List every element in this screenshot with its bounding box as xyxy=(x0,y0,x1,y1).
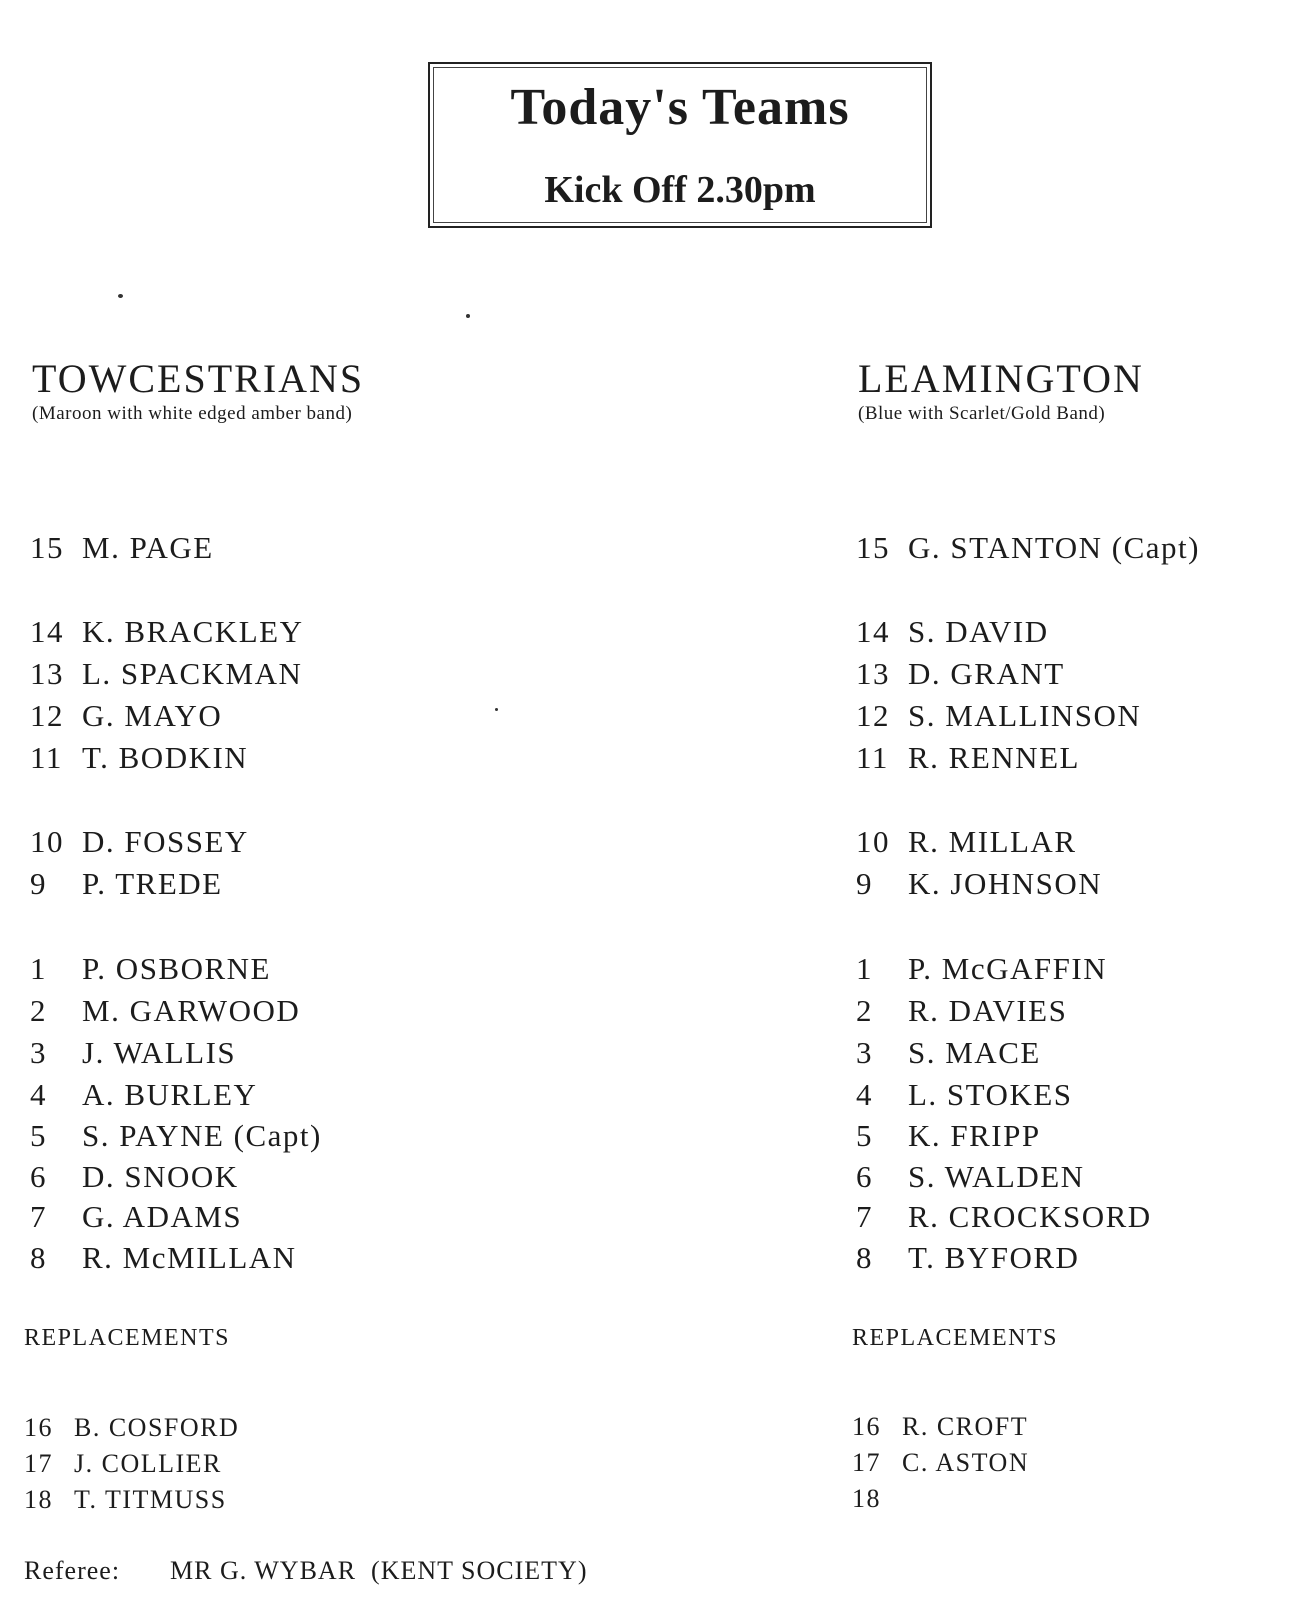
player-row: 6 S. WALDEN xyxy=(856,1159,1085,1194)
player-row: 5 K. FRIPP xyxy=(856,1118,1041,1153)
player-row: 14 K. BRACKLEY xyxy=(30,614,304,649)
player-row: 2 M. GARWOOD xyxy=(30,993,301,1028)
player-row: 8 R. McMILLAN xyxy=(30,1240,297,1275)
scan-speck xyxy=(495,708,498,711)
player-row: 2 R. DAVIES xyxy=(856,993,1068,1028)
player-row: 1 P. OSBORNE xyxy=(30,951,271,986)
player-row: 10 R. MILLAR xyxy=(856,824,1077,859)
away-team-colours: (Blue with Scarlet/Gold Band) xyxy=(858,403,1106,424)
page-title: Today's Teams xyxy=(510,79,850,136)
away-replacements-label: REPLACEMENTS xyxy=(852,1325,1059,1351)
referee-name: MR G. WYBAR (KENT SOCIETY) xyxy=(170,1556,588,1585)
replacement-row: 18 xyxy=(852,1484,881,1513)
player-row: 11 R. RENNEL xyxy=(856,740,1080,775)
home-replacements-label: REPLACEMENTS xyxy=(24,1325,231,1351)
referee-label: Referee: xyxy=(24,1556,121,1585)
home-team-header xyxy=(32,356,364,426)
player-row: 14 S. DAVID xyxy=(856,614,1049,649)
replacement-row: 16 R. CROFT xyxy=(852,1412,1029,1441)
player-row: 12 S. MALLINSON xyxy=(856,698,1142,733)
player-row: 7 R. CROCKSORD xyxy=(856,1199,1152,1234)
player-row: 4 L. STOKES xyxy=(856,1077,1073,1112)
player-row: 1 P. McGAFFIN xyxy=(856,951,1108,986)
replacement-row: 16 B. COSFORD xyxy=(24,1413,240,1442)
player-row: 15 G. STANTON (Capt) xyxy=(856,530,1200,565)
player-row: 12 G. MAYO xyxy=(30,698,223,733)
player-row: 13 L. SPACKMAN xyxy=(30,656,303,691)
player-row: 8 T. BYFORD xyxy=(856,1240,1080,1275)
replacement-row: 18 T. TITMUSS xyxy=(24,1485,227,1514)
player-row: 9 P. TREDE xyxy=(30,866,223,901)
player-row: 6 D. SNOOK xyxy=(30,1159,239,1194)
away-team-header xyxy=(858,356,1144,426)
away-team-name: LEAMINGTON xyxy=(858,356,1144,401)
home-team-colours: (Maroon with white edged amber band) xyxy=(32,403,353,424)
replacement-row: 17 J. COLLIER xyxy=(24,1449,222,1478)
player-row: 11 T. BODKIN xyxy=(30,740,249,775)
player-row: 7 G. ADAMS xyxy=(30,1199,243,1234)
scan-speck xyxy=(118,294,123,298)
kickoff-time: Kick Off 2.30pm xyxy=(544,169,816,211)
referee-line xyxy=(24,1556,587,1586)
player-row: 3 J. WALLIS xyxy=(30,1035,237,1070)
player-row: 9 K. JOHNSON xyxy=(856,866,1103,901)
player-row: 5 S. PAYNE (Capt) xyxy=(30,1118,322,1153)
home-team-name: TOWCESTRIANS xyxy=(32,356,365,401)
player-row: 4 A. BURLEY xyxy=(30,1077,258,1112)
scan-speck xyxy=(466,314,470,318)
replacement-row: 17 C. ASTON xyxy=(852,1448,1030,1477)
player-row: 3 S. MACE xyxy=(856,1035,1041,1070)
title-box xyxy=(428,62,932,228)
player-row: 10 D. FOSSEY xyxy=(30,824,249,859)
player-row: 15 M. PAGE xyxy=(30,530,214,565)
player-row: 13 D. GRANT xyxy=(856,656,1065,691)
